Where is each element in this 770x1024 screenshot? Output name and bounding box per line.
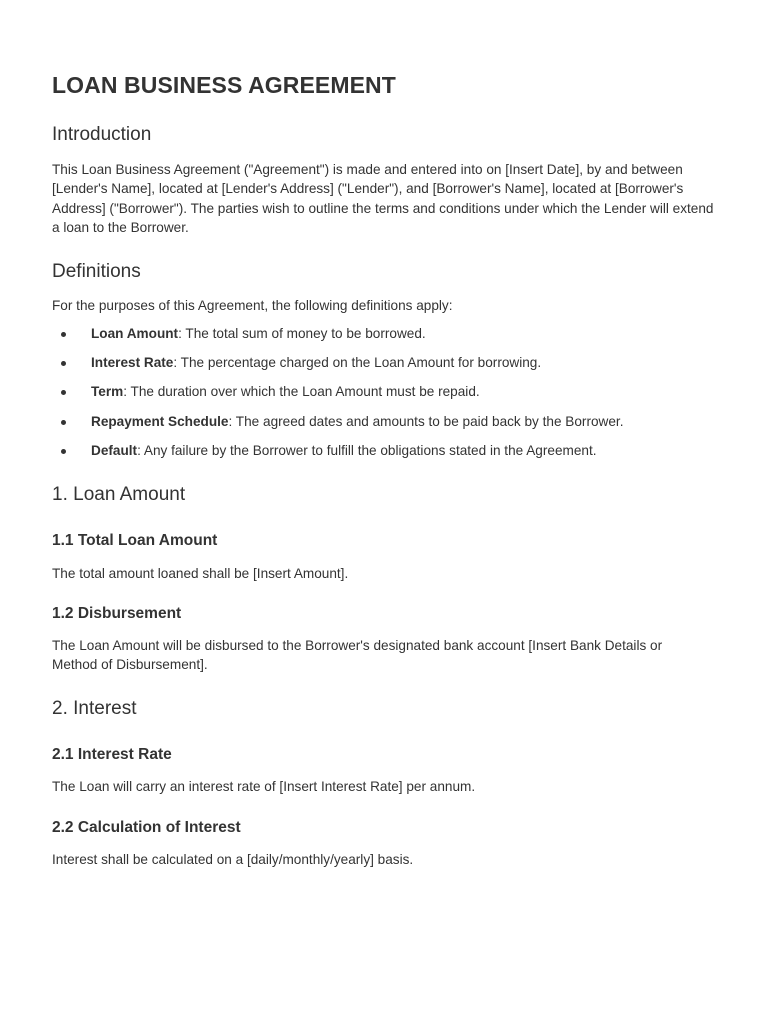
definition-text bbox=[91, 353, 541, 373]
bullet-icon bbox=[61, 361, 66, 366]
list-item bbox=[52, 441, 732, 470]
definitions-heading: Definitions bbox=[52, 261, 141, 282]
section-1-1-heading: 1.1 Total Loan Amount bbox=[52, 532, 218, 549]
section-2-1-paragraph: The Loan will carry an interest rate of [Insert Interest Rate] per annum. bbox=[52, 779, 476, 794]
list-item bbox=[52, 412, 732, 441]
section-1-heading: 1. Loan Amount bbox=[52, 484, 186, 505]
introduction-heading: Introduction bbox=[52, 124, 152, 145]
definition-description: : Any failure by the Borrower to fulfill the obligations stated in the Agreement. bbox=[137, 442, 597, 458]
introduction-paragraph: This Loan Business Agreement ("Agreement") is made and entered into on [Insert Date], by and between [Lender's Name], located at [Lender's Address] ("Lender"), and [Borrower's Name], located at [Borrower's Address] ("Borrower"). The parties wish to outline the terms and conditions under which the Lender will extend a loan to the Borrower. bbox=[52, 162, 714, 236]
definition-description: : The duration over which the Loan Amount must be repaid. bbox=[123, 384, 480, 400]
definition-text bbox=[91, 441, 597, 461]
definition-term: Term bbox=[91, 384, 124, 400]
definition-term: Repayment Schedule bbox=[91, 413, 229, 429]
list-item bbox=[52, 324, 732, 353]
definition-term: Interest Rate bbox=[91, 355, 174, 371]
document-title: LOAN BUSINESS AGREEMENT bbox=[52, 72, 396, 98]
list-item bbox=[52, 382, 732, 411]
section-2-2-heading: 2.2 Calculation of Interest bbox=[52, 819, 241, 836]
definition-text bbox=[91, 324, 426, 344]
definitions-list bbox=[52, 324, 732, 470]
section-2-2-paragraph: Interest shall be calculated on a [daily/monthly/yearly] basis. bbox=[52, 852, 414, 867]
bullet-icon bbox=[61, 332, 66, 337]
definition-description: : The agreed dates and amounts to be paid back by the Borrower. bbox=[228, 413, 624, 429]
list-item bbox=[52, 353, 732, 382]
definition-description: : The total sum of money to be borrowed. bbox=[178, 326, 426, 341]
definition-text bbox=[91, 412, 623, 432]
section-1-1-paragraph: The total amount loaned shall be [Insert Amount]. bbox=[52, 566, 349, 581]
definitions-intro: For the purposes of this Agreement, the following definitions apply: bbox=[52, 298, 453, 313]
bullet-icon bbox=[61, 420, 66, 425]
section-1-2-heading: 1.2 Disbursement bbox=[52, 605, 182, 622]
definition-text bbox=[91, 382, 480, 402]
section-1-2-paragraph: The Loan Amount will be disbursed to the Borrower's designated bank account [Insert Bank Details or Method of Disbursement]. bbox=[52, 638, 663, 673]
definition-term: Loan Amount bbox=[91, 326, 179, 341]
section-2-1-heading: 2.1 Interest Rate bbox=[52, 746, 172, 763]
bullet-icon bbox=[61, 449, 66, 454]
section-2-heading: 2. Interest bbox=[52, 698, 137, 719]
definition-description: : The percentage charged on the Loan Amount for borrowing. bbox=[173, 355, 542, 371]
bullet-icon bbox=[61, 390, 66, 395]
definition-term: Default bbox=[91, 442, 138, 458]
